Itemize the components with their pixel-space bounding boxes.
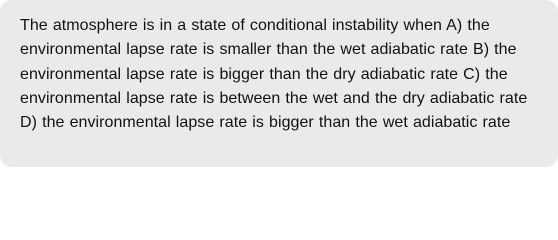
question-text: The atmosphere is in a state of conditional instability when A) the environmental lapse rate is smaller than the wet adiabatic rate B) the environmental lapse rate is bigger than the dry adiabatic rate C) the environmental lapse rate is between the wet and the dry adiabatic rate D) the environmental lapse rate is bigger than the wet adiabatic rate xyxy=(20,17,528,132)
